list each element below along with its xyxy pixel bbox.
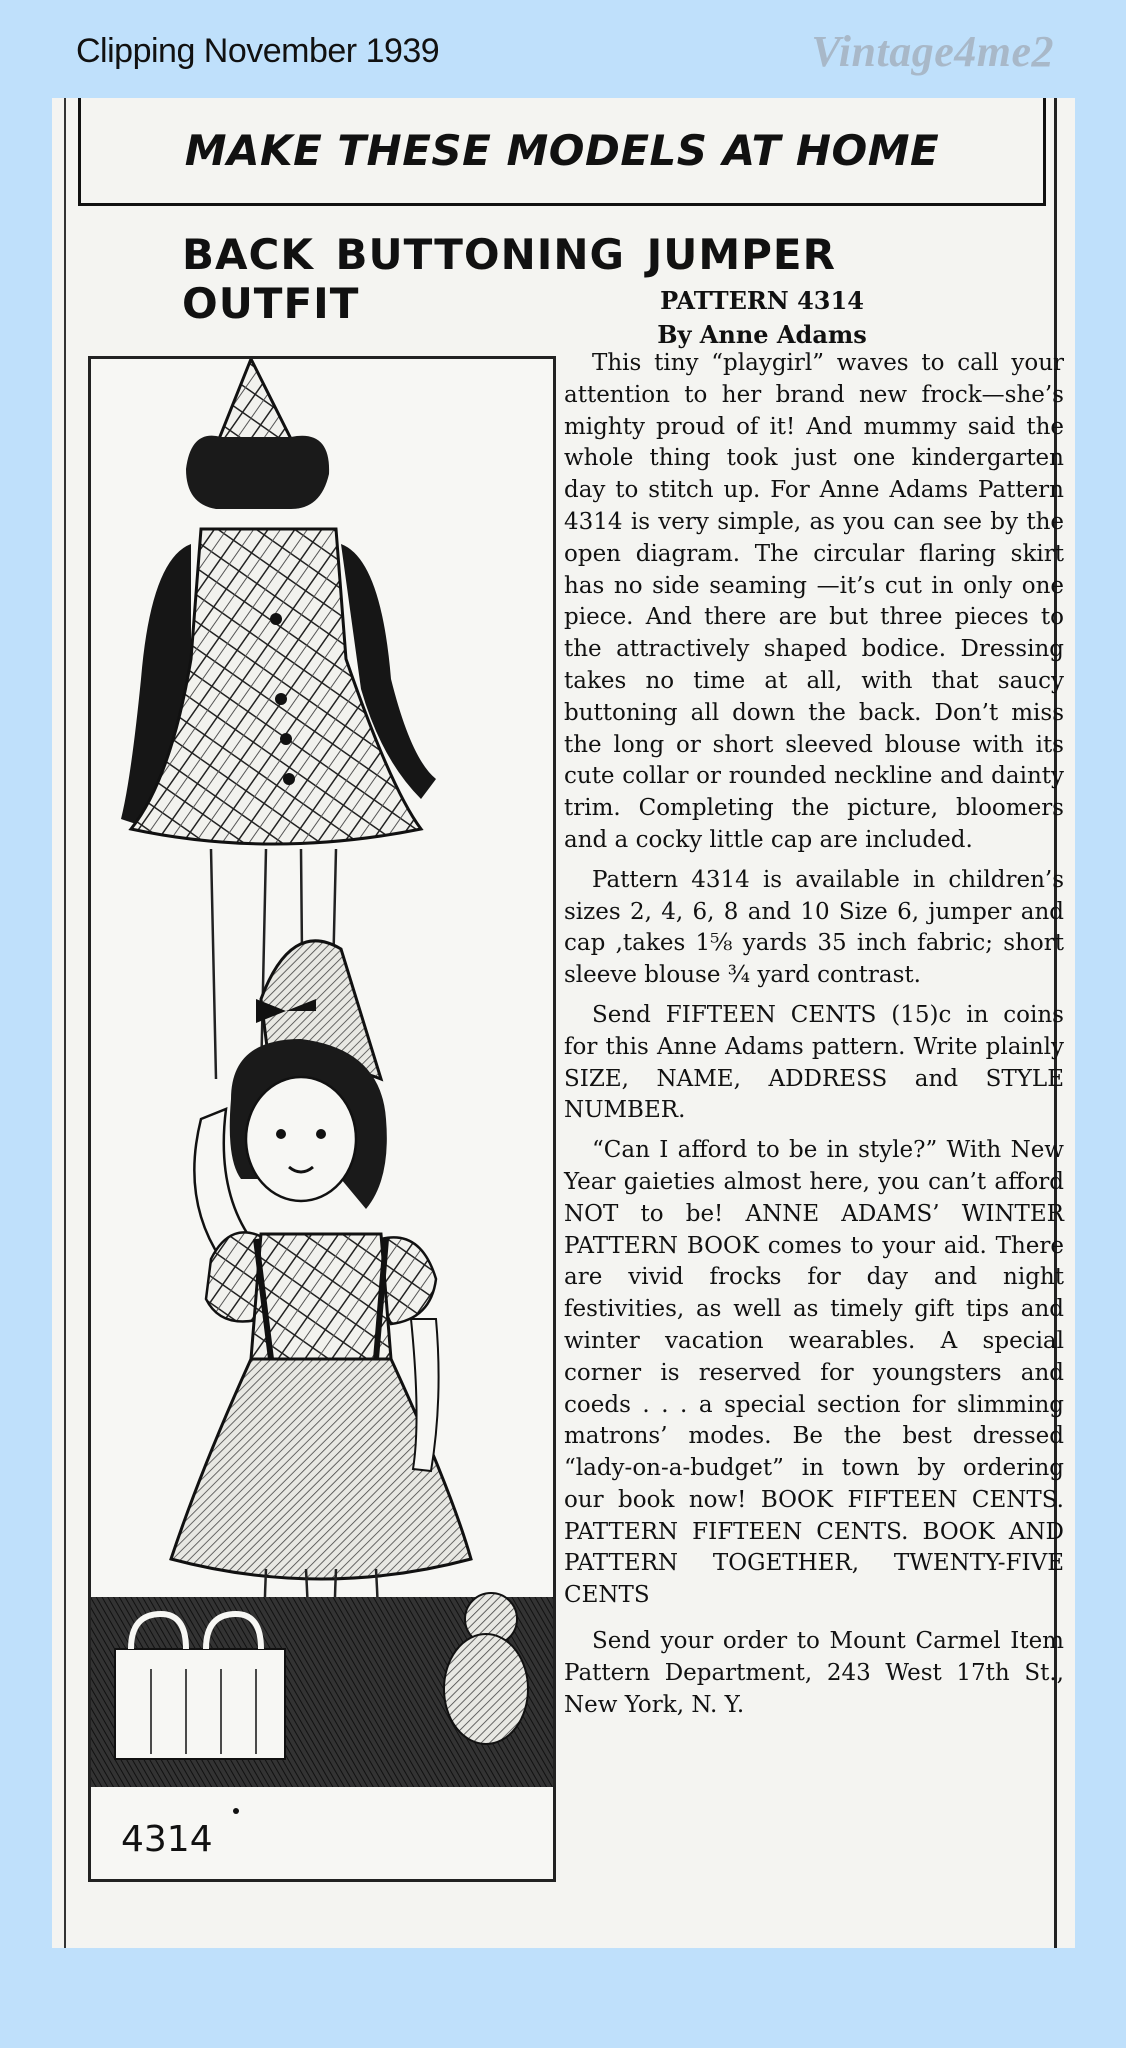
headline: BACK BUTTONING JUMPER OUTFIT [182,230,836,328]
pattern-illustration [91,359,556,1882]
brand-watermark: Vintage4me2 [811,27,1054,76]
illustration-box [88,356,556,1882]
article-paragraph: “Can I afford to be in style?” With New Year gaieties almost here, you can’t afford NOT to be! ANNE ADAMS’ WINTER PATTERN BOOK comes to your aid. There are vivid frocks for day and night festivities, as well as timely gift tips and winter vacation wearables. A special corner is reserved for youngsters and coeds . . . a special section for slimming matrons’ modes. Be the best dressed “lady-on-a-budget” in town by ordering our book now! BOOK FIFTEEN CENTS. PATTERN FIFTEEN CENTS. BOOK AND PATTERN TOGETHER, TWENTY-FIVE CENTS [564,1137,1064,1609]
column-rule-left [64,98,66,1948]
article-paragraph: This tiny “playgirl” waves to call your attention to her brand new frock—she’s mighty proud of it! And mummy said the whole thing took just one kindergarten day to stitch up. For Anne Adams Pattern 4314 is very simple, as you can see by the open diagram. The circular flaring skirt has no side seaming —it’s cut in only one piece. And there are but three pieces to the attractively shaped bodice. Dressing takes no time at all, with that saucy buttoning all down the back. Don’t miss the long or short sleeved blouse with its cute collar or rounded neckline and dainty trim. Completing the picture, bloomers and a cocky little cap are included. [564,350,1064,853]
banner-title: MAKE THESE MODELS AT HOME [184,126,940,175]
article-paragraph: Pattern 4314 is available in children’s sizes 2, 4, 6, 8 and 10 Size 6, jumper and cap ,takes 1⅝ yards 35 inch fabric; short sleeve blouse ¾ yard contrast. [564,866,1064,989]
article-text-column [564,348,1064,1729]
article-paragraph: Send FIFTEEN CENTS (15)c in coins for this Anne Adams pattern. Write plainly SIZE, NAME, ADDRESS and STYLE NUMBER. [564,1001,1064,1124]
subhead [572,284,952,352]
newspaper-clipping [52,98,1075,1948]
banner-box [78,98,1046,206]
byline: By Anne Adams [657,320,867,349]
pattern-line: PATTERN 4314 [660,286,864,315]
order-address: Send your order to Mount Carmel Item Pattern Department, 243 West 17th St., New York, N. Y. [564,1628,1064,1718]
pattern-number-label: 4314 [121,1819,213,1860]
clipping-caption: Clipping November 1939 [76,32,440,70]
